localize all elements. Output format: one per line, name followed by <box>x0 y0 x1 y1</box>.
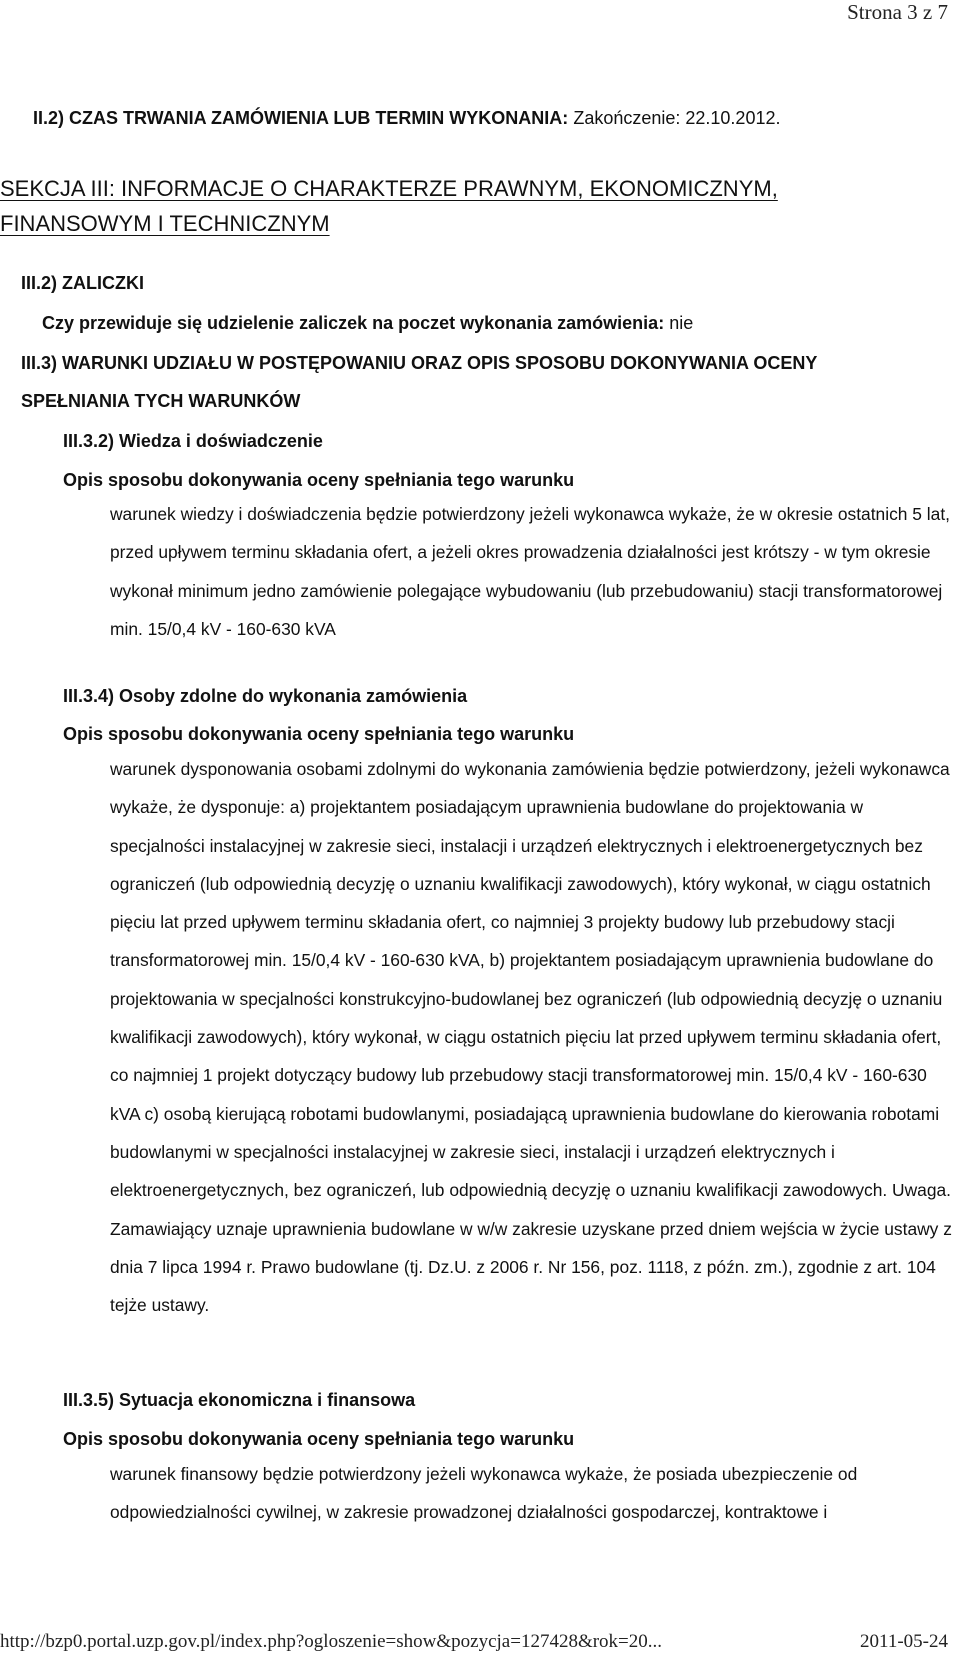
warunki-heading-line2: SPEŁNIANIA TYCH WARUNKÓW <box>21 391 301 411</box>
osoby-subheading: Opis sposobu dokonywania oceny spełniania tego warunku <box>63 724 575 744</box>
sytuacja-heading: III.3.5) Sytuacja ekonomiczna i finansowa <box>63 1390 416 1410</box>
duration-label: II.2) CZAS TRWANIA ZAMÓWIENIA LUB TERMIN WYKONANIA: <box>33 108 569 128</box>
zaliczki-heading: III.2) ZALICZKI <box>21 273 144 293</box>
duration-value: Zakończenie: 22.10.2012. <box>573 108 781 128</box>
warunki-heading-line1: III.3) WARUNKI UDZIAŁU W POSTĘPOWANIU ORAZ OPIS SPOSOBU DOKONYWANIA OCENY <box>21 353 818 373</box>
footer-url: http://bzp0.portal.uzp.gov.pl/index.php?ogloszenie=show&pozycja=127428&rok=20... <box>0 1631 663 1652</box>
section-iii-title-line1: SEKCJA III: INFORMACJE O CHARAKTERZE PRAWNYM, EKONOMICZNYM, <box>0 176 778 201</box>
footer-date: 2011-05-24 <box>860 1631 948 1652</box>
osoby-text: warunek dysponowania osobami zdolnymi do wykonania zamówienia będzie potwierdzony, jeżeli wykonawca wykaże, że dysponuje: a) projektantem posiadającym uprawnienia budowlane do projektowania w specjalności instalacyjnej w zakresie sieci, instalacji i urządzeń elektrycznych i elektroenergetycznych bez ograniczeń (lub odpowiednią decyzję o uznaniu kwalifikacji zawodowych), który wykonał, w ciągu ostatnich pięciu lat przed upływem terminu składania ofert, co najmniej 3 projekty budowy lub przebudowy stacji transformatorowej min. 15/0,4 kV - 160-630 kVA, b) projektantem posiadającym uprawnienia budowlane do projektowania w specjalności konstrukcyjno-budowlanej bez ograniczeń (lub odpowiednią decyzję o uznaniu kwalifikacji zawodowych), który wykonał, w ciągu ostatnich pięciu lat przed upływem terminu składania ofert, co najmniej 1 projekt dotyczący budowy lub przebudowy stacji transformatorowej min. 15/0,4 kV - 160-630 kVA c) osobą kierującą robotami budowlanymi, posiadającą uprawnienia budowlane do kierowania robotami budowlanymi w specjalności instalacyjnej w zakresie sieci, instalacji i urządzeń elektrycznych i elektroenergetycznych, bez ograniczeń, lub odpowiednią decyzję o uznaniu kwalifikacji zawodowych. Uwaga. Zamawiający uznaje uprawnienia budowlane w w/w zakresie uzyskane przed dniem wejścia w życie ustawy z dnia 7 lipca 1994 r. Prawo budowlane (tj. Dz.U. z 2006 r. Nr 156, poz. 1118, z późn. zm.), zgodnie z art. 104 tejże ustawy. <box>110 759 952 1316</box>
zaliczki-question: Czy przewiduje się udzielenie zaliczek na poczet wykonania zamówienia: <box>42 313 665 333</box>
duration-row <box>33 107 780 129</box>
osoby-heading: III.3.4) Osoby zdolne do wykonania zamówienia <box>63 686 468 706</box>
section-iii-title-line2: FINANSOWYM I TECHNICZNYM <box>0 211 330 236</box>
zaliczki-row <box>42 312 693 334</box>
wiedza-subheading: Opis sposobu dokonywania oceny spełniania tego warunku <box>63 470 575 490</box>
page-number: Strona 3 z 7 <box>847 0 948 24</box>
sytuacja-subheading: Opis sposobu dokonywania oceny spełniania tego warunku <box>63 1429 575 1449</box>
zaliczki-answer: nie <box>669 313 694 333</box>
wiedza-text: warunek wiedzy i doświadczenia będzie potwierdzony jeżeli wykonawca wykaże, że w okresie ostatnich 5 lat, przed upływem terminu składania ofert, a jeżeli okres prowadzenia działalności jest krótszy - w tym okresie wykonał minimum jedno zamówienie polegające wybudowaniu (lub przebudowaniu) stacji transformatorowej min. 15/0,4 kV - 160-630 kVA <box>110 504 950 639</box>
sytuacja-text: warunek finansowy będzie potwierdzony jeżeli wykonawca wykaże, że posiada ubezpieczenie od odpowiedzialności cywilnej, w zakresie prowadzonej działalności gospodarczej, kontraktowe i <box>110 1464 858 1523</box>
wiedza-heading: III.3.2) Wiedza i doświadczenie <box>63 431 323 451</box>
